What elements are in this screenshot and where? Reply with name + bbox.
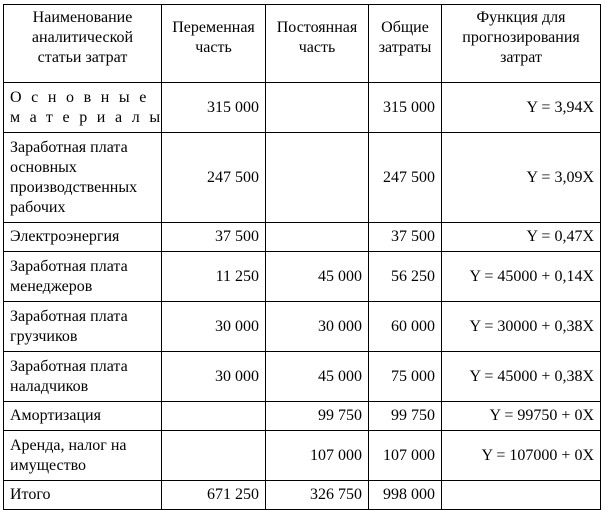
row-total: 37 500 xyxy=(369,223,442,252)
row-name: Электроэнергия xyxy=(4,223,162,252)
row-formula xyxy=(442,481,601,510)
table-row xyxy=(4,252,601,302)
cost-table xyxy=(3,4,601,510)
row-variable: 30 000 xyxy=(162,352,266,402)
row-variable: 37 500 xyxy=(162,223,266,252)
header-row xyxy=(4,5,601,83)
row-variable xyxy=(162,402,266,431)
row-total: 998 000 xyxy=(369,481,442,510)
header-variable-part: Переменная часть xyxy=(162,5,266,83)
row-variable: 11 250 xyxy=(162,252,266,302)
row-variable xyxy=(162,431,266,481)
row-fixed xyxy=(266,133,369,223)
header-fixed-part: Постоянная часть xyxy=(266,5,369,83)
row-name: Итого xyxy=(4,481,162,510)
row-total: 56 250 xyxy=(369,252,442,302)
table-row xyxy=(4,223,601,252)
row-name: Основные материалы xyxy=(10,88,170,126)
table-row xyxy=(4,133,601,223)
table-row xyxy=(4,83,601,133)
row-formula: Y = 3,09X xyxy=(442,133,601,223)
row-formula: Y = 0,47X xyxy=(442,223,601,252)
table-row xyxy=(4,352,601,402)
row-fixed xyxy=(266,223,369,252)
row-formula: Y = 107000 + 0X xyxy=(442,431,601,481)
table-row-total xyxy=(4,481,601,510)
row-fixed: 45 000 xyxy=(266,252,369,302)
row-variable: 247 500 xyxy=(162,133,266,223)
row-formula: Y = 30000 + 0,38X xyxy=(442,302,601,352)
row-fixed: 45 000 xyxy=(266,352,369,402)
row-name: Заработная плата наладчиков xyxy=(4,352,162,402)
row-variable: 671 250 xyxy=(162,481,266,510)
row-name: Заработная плата менеджеров xyxy=(4,252,162,302)
row-fixed: 107 000 xyxy=(266,431,369,481)
row-fixed: 326 750 xyxy=(266,481,369,510)
row-total: 60 000 xyxy=(369,302,442,352)
row-total: 315 000 xyxy=(369,83,442,133)
row-formula: Y = 99750 + 0X xyxy=(442,402,601,431)
table-row xyxy=(4,431,601,481)
row-total: 99 750 xyxy=(369,402,442,431)
row-total: 107 000 xyxy=(369,431,442,481)
header-item-name: Наименование аналитической статьи затрат xyxy=(4,5,162,83)
table-row xyxy=(4,402,601,431)
row-variable: 30 000 xyxy=(162,302,266,352)
row-formula: Y = 45000 + 0,14X xyxy=(442,252,601,302)
row-total: 75 000 xyxy=(369,352,442,402)
row-variable: 315 000 xyxy=(162,83,266,133)
row-formula: Y = 45000 + 0,38X xyxy=(442,352,601,402)
row-formula: Y = 3,94X xyxy=(442,83,601,133)
row-name: Аренда, налог на имущество xyxy=(4,431,162,481)
row-name: Заработная плата грузчиков xyxy=(4,302,162,352)
row-total: 247 500 xyxy=(369,133,442,223)
row-name: Заработная плата основных производственных рабочих xyxy=(4,133,162,223)
table-row xyxy=(4,302,601,352)
row-name: Амортизация xyxy=(4,402,162,431)
header-forecast-function: Функция для прогнозирования затрат xyxy=(442,5,601,83)
header-total-costs: Общие затраты xyxy=(369,5,442,83)
row-fixed: 99 750 xyxy=(266,402,369,431)
row-fixed: 30 000 xyxy=(266,302,369,352)
row-fixed xyxy=(266,83,369,133)
